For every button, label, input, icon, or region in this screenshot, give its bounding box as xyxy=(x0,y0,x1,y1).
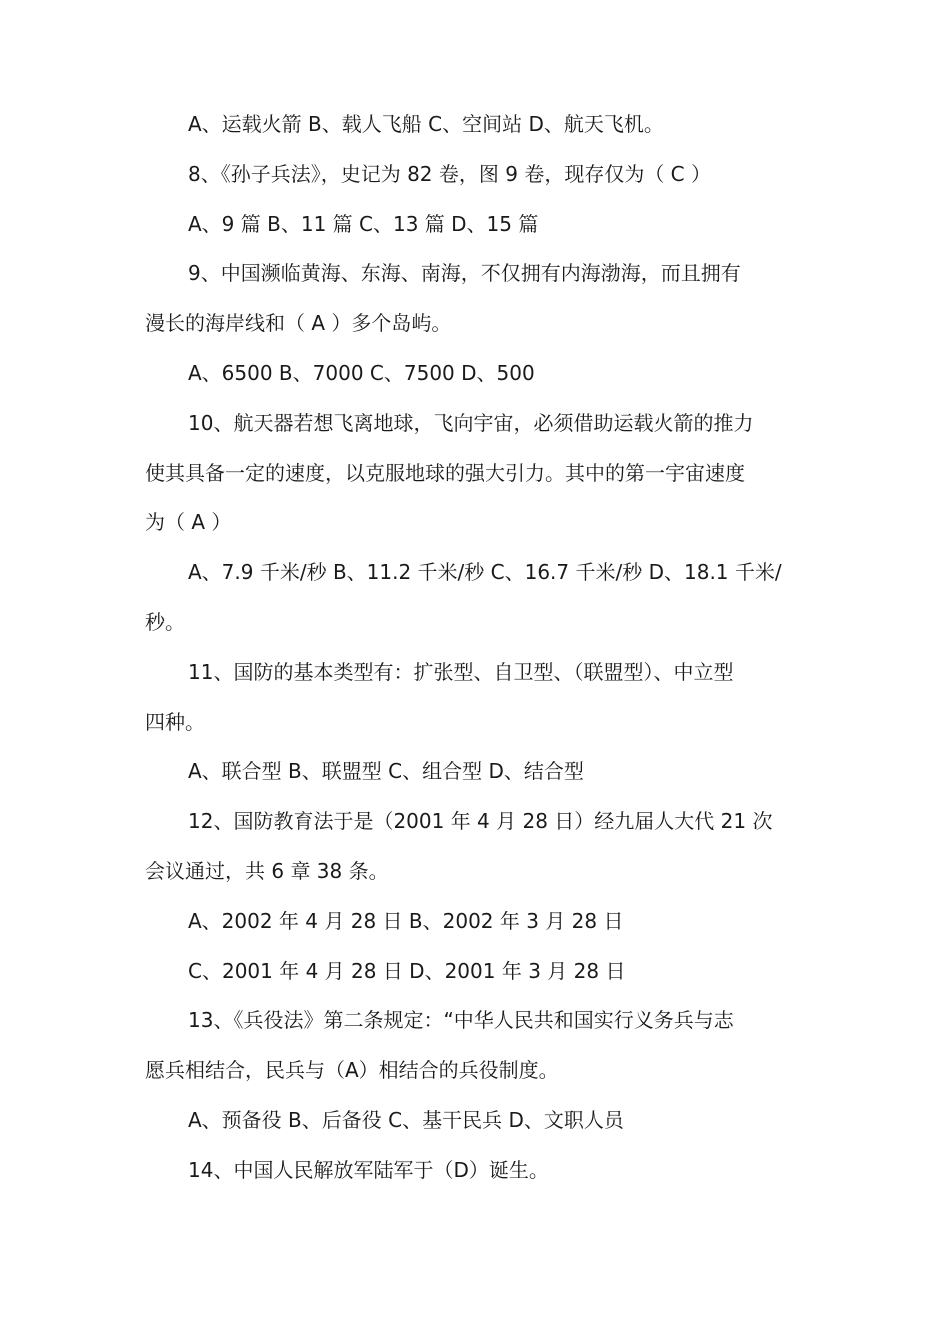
text-line: 8、《孙子兵法》，史记为 82 卷，图 9 卷，现存仅为（ C ） xyxy=(188,161,712,186)
text-line: A、预备役 B、后备役 C、基干民兵 D、文职人员 xyxy=(188,1107,624,1132)
text-line: A、2002 年 4 月 28 日 B、2002 年 3 月 28 日 xyxy=(188,908,624,933)
text-line: A、联合型 B、联盟型 C、组合型 D、结合型 xyxy=(188,759,584,784)
text-line: 会议通过，共 6 章 38 条。 xyxy=(145,858,389,883)
text-line: A、6500 B、7000 C、7500 D、500 xyxy=(188,360,535,385)
text-line: 使其具备一定的速度，以克服地球的强大引力。其中的第一宇宙速度 xyxy=(145,460,745,485)
document-body xyxy=(145,100,817,1196)
text-line: C、2001 年 4 月 28 日 D、2001 年 3 月 28 日 xyxy=(188,958,626,983)
text-line: 9、中国濒临黄海、东海、南海，不仅拥有内海渤海，而且拥有 xyxy=(188,261,741,286)
text-line: 为（ A ） xyxy=(145,510,232,535)
text-line: 漫长的海岸线和（ A ）多个岛屿。 xyxy=(145,311,452,336)
text-line: 10、航天器若想飞离地球，飞向宇宙，必须借助运载火箭的推力 xyxy=(188,410,754,435)
text-line: A、运载火箭 B、载人飞船 C、空间站 D、航天飞机。 xyxy=(188,112,664,136)
text-line: 13、《兵役法》第二条规定：“中华人民共和国实行义务兵与志 xyxy=(188,1008,734,1033)
text-line: 11、国防的基本类型有：扩张型、自卫型、（联盟型）、中立型 xyxy=(188,659,734,684)
text-line: A、7.9 千米/秒 B、11.2 千米/秒 C、16.7 千米/秒 D、18.1 千米/ xyxy=(188,560,782,585)
text-line: 14、中国人民解放军陆军于（D）诞生。 xyxy=(188,1157,549,1182)
text-line: 12、国防教育法于是（2001 年 4 月 28 日）经九届人大代 21 次 xyxy=(188,809,773,834)
text-line: A、9 篇 B、11 篇 C、13 篇 D、15 篇 xyxy=(188,211,539,236)
text-line: 秒。 xyxy=(145,609,185,634)
text-line: 愿兵相结合，民兵与（A）相结合的兵役制度。 xyxy=(145,1058,559,1083)
text-line: 四种。 xyxy=(145,709,205,734)
